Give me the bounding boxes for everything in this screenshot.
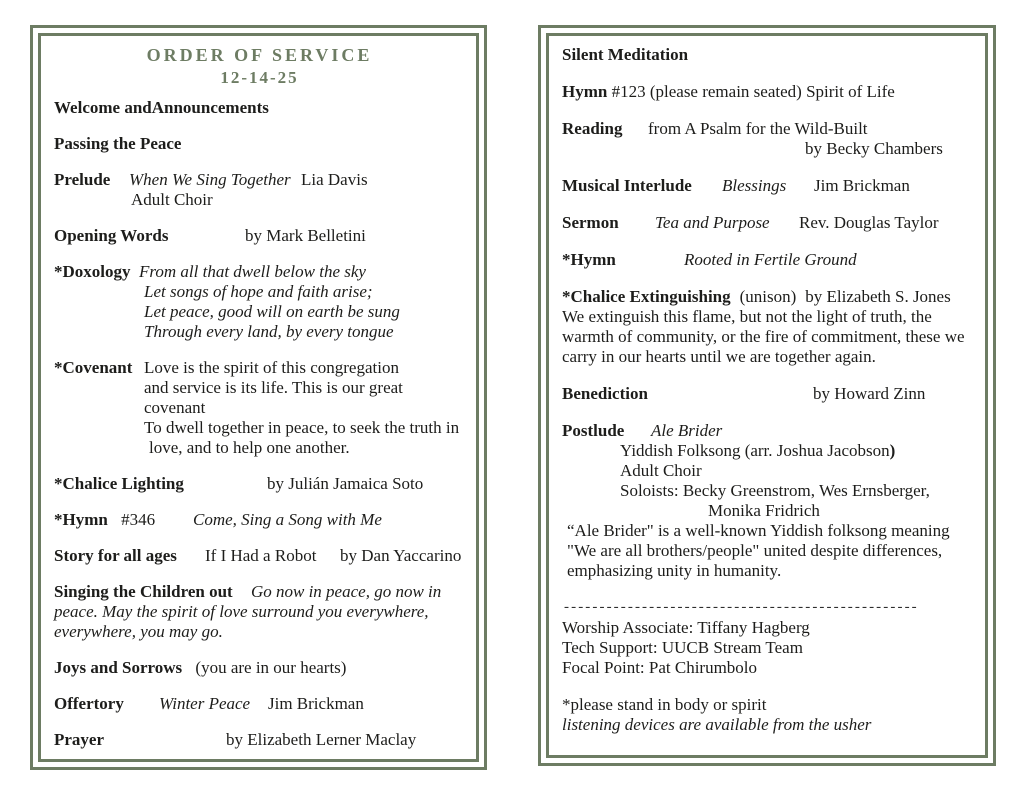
prelude-ensemble: Adult Choir: [131, 190, 213, 209]
hymn1-text: #123 (please remain seated) Spirit of Life: [611, 82, 895, 101]
story-title: If I Had a Robot: [205, 546, 317, 565]
doxology-line: From all that dwell below the sky: [139, 262, 366, 281]
reading-source: from A Psalm for the Wild-Built: [648, 119, 868, 138]
benediction-label: Benediction: [562, 384, 648, 403]
chalice-ext-unison: (unison): [739, 287, 797, 306]
footnote-stand: *please stand in body or spirit: [562, 695, 767, 714]
sermon-title: Tea and Purpose: [655, 213, 770, 232]
item-story: [54, 546, 465, 566]
singing-text: Go now in peace, go now in peace. May the spirit of love surround you everywhere, everywhere, you may go.: [54, 582, 442, 641]
doxology-line: Let peace, good will on earth be sung: [144, 302, 400, 321]
item-prayer: [54, 730, 465, 750]
prelude-performer: Lia Davis: [301, 170, 368, 189]
covenant-line: love, and to help one another.: [149, 438, 350, 457]
item-silent-meditation: Silent Meditation: [562, 45, 689, 64]
postlude-soloists-2: Monika Fridrich: [708, 501, 820, 520]
prelude-label: Prelude: [54, 170, 111, 189]
singing-label: Singing the Children out: [54, 582, 233, 601]
credits-block: [562, 618, 974, 678]
chalice-ext-label: *Chalice Extinguishing: [562, 287, 731, 306]
credit-tech-support: Tech Support: UUCB Stream Team: [562, 638, 803, 657]
postlude-soloists: Soloists: Becky Greenstrom, Wes Ernsberger,: [620, 481, 930, 500]
postlude-ensemble: Adult Choir: [620, 461, 702, 480]
item-welcome: Welcome andAnnouncements: [54, 98, 269, 117]
credit-focal-point: Focal Point: Pat Chirumbolo: [562, 658, 758, 677]
item-hymn-346: [54, 510, 465, 530]
item-hymn-rooted: [562, 250, 974, 270]
offertory-label: Offertory: [54, 694, 124, 713]
reading-label: Reading: [562, 119, 623, 138]
covenant-line: Love is the spirit of this congregation: [144, 358, 399, 377]
chalice-ext-author: by Elizabeth S. Jones: [805, 287, 951, 306]
item-prelude: [54, 170, 465, 210]
hymn2-title: Rooted in Fertile Ground: [684, 250, 857, 269]
prelude-title: When We Sing Together: [129, 170, 291, 189]
opening-words-label: Opening Words: [54, 226, 169, 245]
postlude-title: Ale Brider: [651, 421, 723, 440]
item-joys-and-sorrows: [54, 658, 465, 678]
reading-author: by Becky Chambers: [805, 139, 943, 158]
musical-title: Blessings: [722, 176, 787, 195]
item-benediction: [562, 384, 974, 404]
item-offertory: [54, 694, 465, 714]
item-opening-words: [54, 226, 465, 246]
doxology-label: *Doxology: [54, 262, 131, 281]
story-label: Story for all ages: [54, 546, 177, 565]
hymn2-label: *Hymn: [562, 250, 616, 269]
opening-words-author: by Mark Belletini: [245, 226, 366, 245]
item-passing-the-peace: Passing the Peace: [54, 134, 182, 153]
item-chalice-extinguishing: [562, 287, 974, 367]
page-right-inner-border: [546, 33, 988, 758]
page-title: ORDER OF SERVICE: [146, 45, 373, 65]
chalice-lighting-label: *Chalice Lighting: [54, 474, 184, 493]
page-left-inner-border: [38, 33, 479, 762]
service-date: 12-14-25: [220, 68, 299, 87]
item-reading: [562, 119, 974, 159]
prayer-author: by Elizabeth Lerner Maclay: [226, 730, 417, 749]
item-sermon: [562, 213, 974, 233]
footnote-listening-devices: listening devices are available from the usher: [562, 715, 872, 734]
hymn-label: *Hymn: [54, 510, 108, 529]
prayer-label: Prayer: [54, 730, 105, 749]
item-hymn-123: [562, 82, 974, 102]
hymn-title: Come, Sing a Song with Me: [193, 510, 382, 529]
covenant-label: *Covenant: [54, 358, 133, 377]
hymn1-label: Hymn: [562, 82, 608, 101]
chalice-ext-text: We extinguish this flame, but not the light of truth, the warmth of community, or the fire of commitment, these we carry in our hearts until we are together again.: [562, 307, 965, 366]
item-chalice-lighting: [54, 474, 465, 494]
joys-label: Joys and Sorrows: [54, 658, 183, 677]
benediction-author: by Howard Zinn: [813, 384, 926, 403]
postlude-description: “Ale Brider" is a well-known Yiddish folksong meaning "We are all brothers/people" united despite differences, emphasizing unity in humanity.: [567, 521, 950, 580]
doxology-line: Let songs of hope and faith arise;: [144, 282, 373, 301]
sermon-author: Rev. Douglas Taylor: [799, 213, 939, 232]
program-page-right: [538, 25, 996, 766]
sermon-label: Sermon: [562, 213, 619, 232]
joys-note: (you are in our hearts): [195, 658, 347, 677]
item-doxology: [54, 262, 465, 342]
offertory-title: Winter Peace: [159, 694, 251, 713]
footnotes-block: [562, 695, 974, 735]
postlude-folksong-line: [620, 441, 974, 461]
offertory-performer: Jim Brickman: [268, 694, 364, 713]
program-page-left: [30, 25, 487, 770]
item-postlude: [562, 421, 974, 581]
chalice-lighting-author: by Julián Jamaica Soto: [267, 474, 424, 493]
postlude-folksong-text: Yiddish Folksong (arr. Joshua Jacobson: [620, 441, 890, 460]
musical-label: Musical Interlude: [562, 176, 692, 195]
musical-performer: Jim Brickman: [814, 176, 910, 195]
dashed-divider: --------------------------------------------------: [564, 599, 919, 615]
story-author: by Dan Yaccarino: [340, 546, 462, 565]
credit-worship-associate: Worship Associate: Tiffany Hagberg: [562, 618, 810, 637]
item-musical-interlude: [562, 176, 974, 196]
doxology-line: Through every land, by every tongue: [144, 322, 394, 341]
item-singing-children-out: [54, 582, 465, 642]
covenant-line: To dwell together in peace, to seek the truth in: [144, 418, 460, 437]
hymn-number: #346: [121, 510, 156, 529]
postlude-folksong-paren: ): [889, 441, 896, 460]
covenant-line: and service is its life. This is our great covenant: [144, 378, 403, 417]
item-covenant: [54, 358, 465, 458]
postlude-label: Postlude: [562, 421, 625, 440]
